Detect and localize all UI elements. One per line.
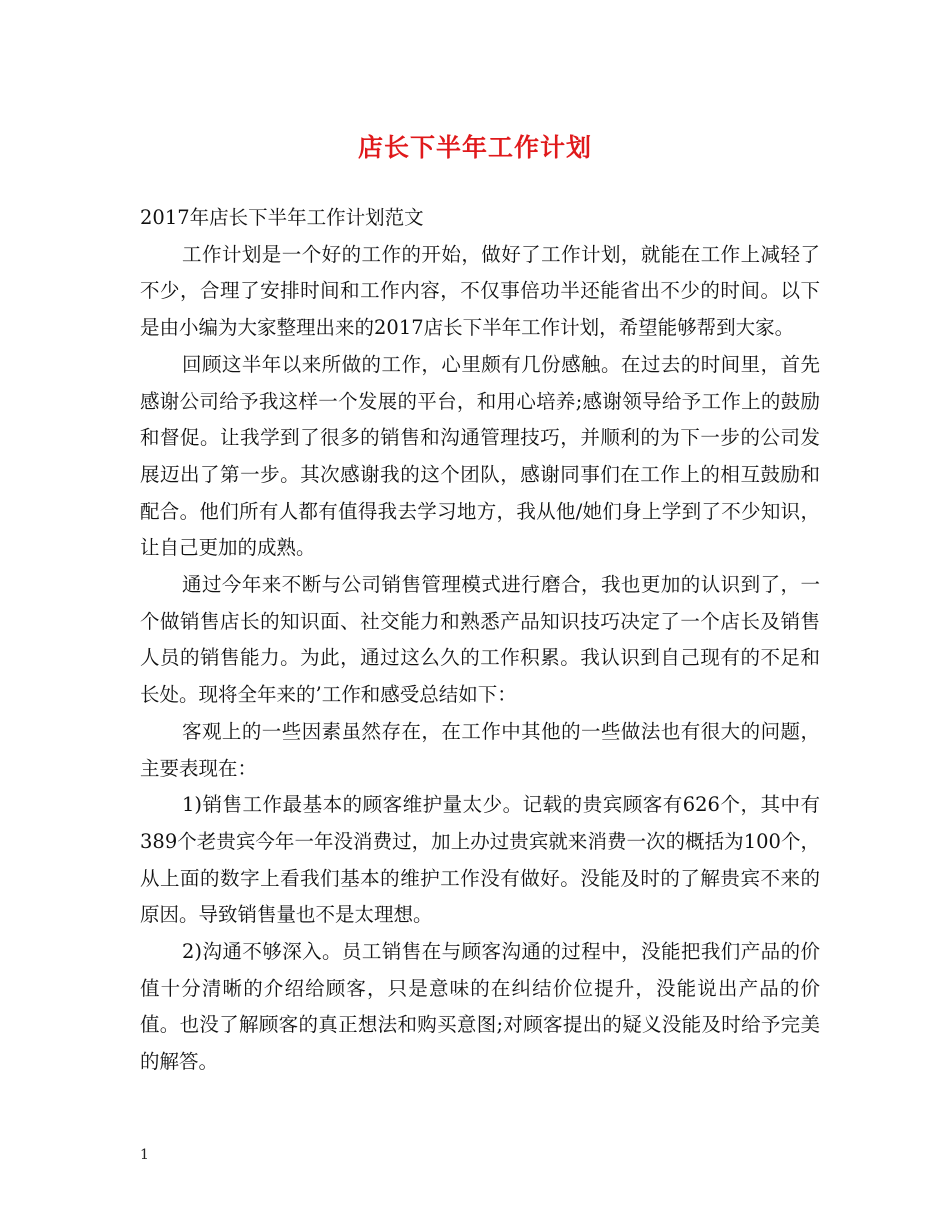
document-body bbox=[140, 200, 820, 1081]
document-subtitle: 2017年店长下半年工作计划范文 bbox=[140, 206, 424, 229]
page-number: 1 bbox=[140, 1147, 149, 1163]
paragraph-point-2: 2)沟通不够深入。员工销售在与顾客沟通的过程中，没能把我们产品的价值十分清晰的介绍给顾客，只是意味的在纠结价位提升，没能说出产品的价值。也没了解顾客的真正想法和购买意图;对顾客提出的疑义没能及时给予完美的解答。 bbox=[140, 940, 820, 1074]
paragraph-problems: 客观上的一些因素虽然存在，在工作中其他的一些做法也有很大的问题，主要表现在： bbox=[140, 719, 820, 780]
paragraph-understanding: 通过今年来不断与公司销售管理模式进行磨合，我也更加的认识到了，一个做销售店长的知识面、社交能力和熟悉产品知识技巧决定了一个店长及销售人员的销售能力。为此，通过这么久的工作积累。我认识到自己现有的不足和长处。现将全年来的’工作和感受总结如下： bbox=[140, 573, 820, 707]
paragraph-point-1: 1)销售工作最基本的顾客维护量太少。记载的贵宾顾客有626个，其中有389个老贵宾今年一年没消费过，加上办过贵宾就来消费一次的概括为100个，从上面的数字上看我们基本的维护工作没有做好。没能及时的了解贵宾不来的原因。导致销售量也不是太理想。 bbox=[140, 793, 820, 927]
paragraph-review: 回顾这半年以来所做的工作，心里颇有几份感触。在过去的时间里，首先感谢公司给予我这样一个发展的平台，和用心培养;感谢领导给予工作上的鼓励和督促。让我学到了很多的销售和沟通管理技巧，并顺利的为下一步的公司发展迈出了第一步。其次感谢我的这个团队，感谢同事们在工作上的相互鼓励和配合。他们所有人都有值得我去学习地方，我从他/她们身上学到了不少知识，让自己更加的成熟。 bbox=[140, 352, 820, 560]
document-title: 店长下半年工作计划 bbox=[357, 133, 592, 162]
paragraph-intro: 工作计划是一个好的工作的开始，做好了工作计划，就能在工作上减轻了不少，合理了安排时间和工作内容，不仅事倍功半还能省出不少的时间。以下是由小编为大家整理出来的2017店长下半年工作计划，希望能够帮到大家。 bbox=[140, 242, 820, 340]
